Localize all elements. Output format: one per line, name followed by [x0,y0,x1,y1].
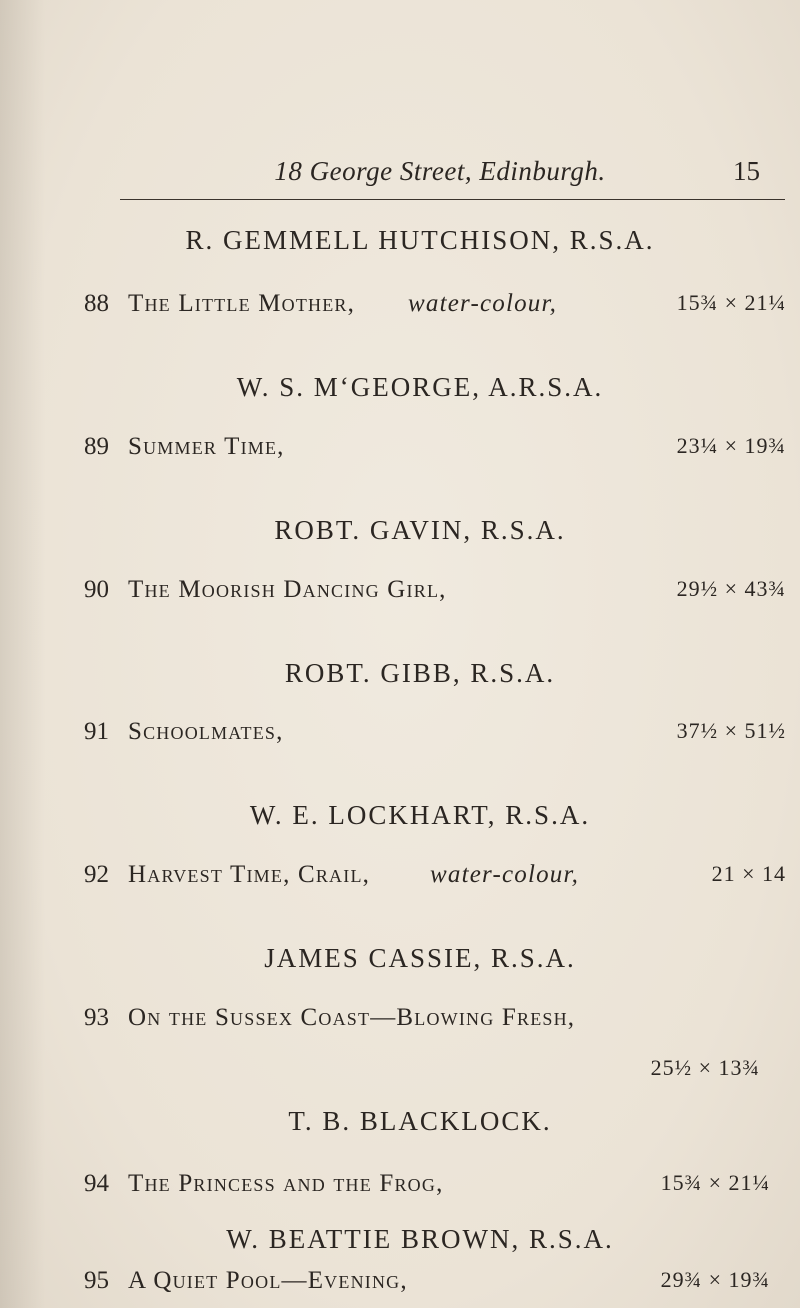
lot-number: 89 [84,433,109,460]
artwork-size: 25½ × 13¾ [650,1055,760,1080]
lot-number: 91 [84,718,109,745]
catalogue-entry [0,1267,800,1301]
lot-number: 93 [84,1004,109,1031]
artwork-title: The Moorish Dancing Girl, [128,576,447,603]
catalogue-entry [0,1004,800,1038]
artist-heading: ROBT. GAVIN, R.S.A. [274,515,566,545]
lot-number: 88 [84,290,109,317]
artist-heading: T. B. BLACKLOCK. [288,1106,552,1136]
artwork-size: 15¾ × 21¼ [676,290,786,315]
artwork-title: The Little Mother, [128,290,356,317]
artwork-size: 37½ × 51½ [676,718,786,743]
artwork-title: Summer Time, [128,433,285,460]
artwork-size: 21 × 14 [711,861,786,886]
artwork-title: On the Sussex Coast—Blowing Fresh, [128,1004,576,1031]
artwork-size: 29¾ × 19¾ [660,1267,770,1292]
page-number: 15 [733,156,760,186]
catalogue-entry [0,576,800,610]
artwork-title: A Quiet Pool—Evening, [128,1267,408,1294]
artwork-size: 29½ × 43¾ [676,576,786,601]
artwork-medium: water-colour, [430,861,580,888]
catalogue-entry [0,433,800,467]
lot-number: 90 [84,576,109,603]
artwork-title: Schoolmates, [128,718,284,745]
artist-heading: R. GEMMELL HUTCHISON, R.S.A. [185,225,655,255]
lot-number: 94 [84,1170,109,1197]
page-header [120,156,768,190]
running-title: 18 George Street, Edinburgh. [274,156,606,186]
catalogue-entry [0,290,800,324]
catalogue-entry [0,1170,800,1204]
artwork-medium: water-colour, [408,290,558,317]
artist-heading: JAMES CASSIE, R.S.A. [264,943,576,973]
artist-heading: W. S. M‘GEORGE, A.R.S.A. [236,372,604,402]
catalogue-entry [0,718,800,752]
artwork-title: Harvest Time, Crail, [128,861,371,888]
catalogue-entry [0,861,800,895]
header-rule [120,199,785,200]
lot-number: 92 [84,861,109,888]
artist-heading: ROBT. GIBB, R.S.A. [284,658,556,688]
lot-number: 95 [84,1267,109,1294]
artwork-title: The Princess and the Frog, [128,1170,444,1197]
artist-heading: W. BEATTIE BROWN, R.S.A. [226,1224,614,1254]
artwork-size: 15¾ × 21¼ [660,1170,770,1195]
artist-heading: W. E. LOCKHART, R.S.A. [249,800,591,830]
artwork-size: 23¼ × 19¾ [676,433,786,458]
